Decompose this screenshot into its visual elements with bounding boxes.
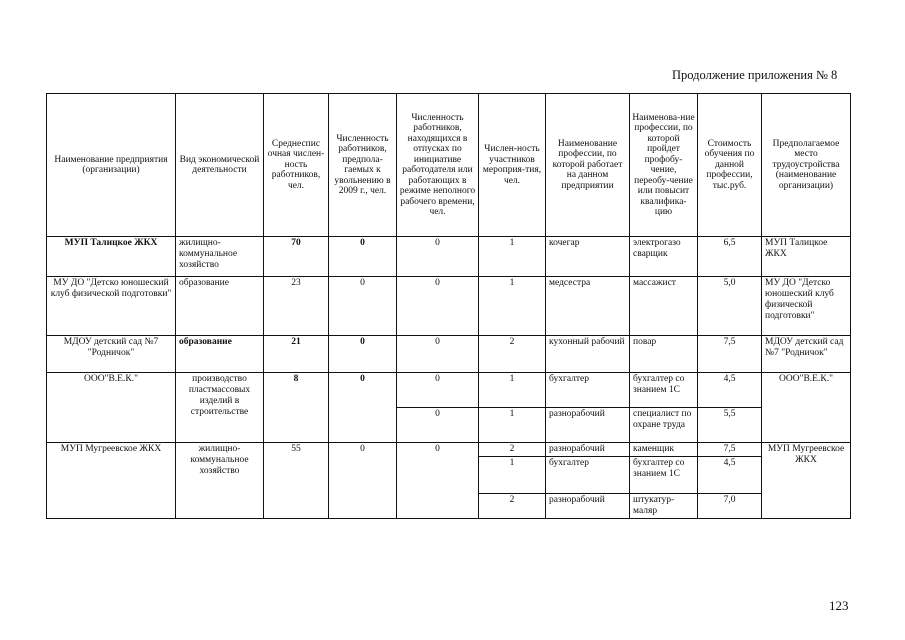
- employer-cell: МДОУ детский сад №7 "Родничок": [762, 336, 851, 373]
- table-row: [47, 373, 851, 408]
- participants-cell: 1: [479, 373, 546, 408]
- cost-cell: 5,0: [698, 277, 762, 336]
- employer-cell: МУП Талицкое ЖКХ: [762, 237, 851, 277]
- fired-cell: 0: [329, 336, 397, 373]
- participants-cell: 2: [479, 443, 546, 457]
- col-header-new-profession: Наименова-ние профессии, по которой пройдет профобу-чение, переобу-чение или повысит квалифика-цию: [630, 94, 698, 237]
- avg-cell: 21: [264, 336, 329, 373]
- new-profession-cell: электрогазо сварщик: [630, 237, 698, 277]
- employer-cell: МУ ДО "Детско юношеский клуб физической подготовки": [762, 277, 851, 336]
- cost-cell: 5,5: [698, 408, 762, 443]
- employment-table: [46, 93, 851, 519]
- table-row: [47, 237, 851, 277]
- profession-cell: кухонный рабочий: [546, 336, 630, 373]
- new-profession-cell: каменщик: [630, 443, 698, 457]
- col-header-participants: Числен-ность участников мероприя-тия, чел.: [479, 94, 546, 237]
- vacation-cell: 0: [397, 277, 479, 336]
- profession-cell: бухгалтер: [546, 457, 630, 494]
- vacation-cell: 0: [397, 408, 479, 443]
- participants-cell: 2: [479, 336, 546, 373]
- new-profession-cell: бухгалтер со знанием 1С: [630, 457, 698, 494]
- profession-cell: бухгалтер: [546, 373, 630, 408]
- participants-cell: 1: [479, 277, 546, 336]
- org-cell: МУП Мугреевское ЖКХ: [47, 443, 176, 519]
- activity-cell: образование: [176, 336, 264, 373]
- participants-cell: 1: [479, 408, 546, 443]
- new-profession-cell: специалист по охране труда: [630, 408, 698, 443]
- profession-cell: разнорабочий: [546, 494, 630, 519]
- table-row: [47, 443, 851, 457]
- avg-cell: 70: [264, 237, 329, 277]
- col-header-cost: Стоимость обучения по данной профессии, тыс.руб.: [698, 94, 762, 237]
- new-profession-cell: массажист: [630, 277, 698, 336]
- continuation-label: Продолжение приложения № 8: [672, 68, 838, 82]
- activity-cell: производство пластмассовых изделий в строительстве: [176, 373, 264, 443]
- fired-cell: 0: [329, 277, 397, 336]
- profession-cell: разнорабочий: [546, 443, 630, 457]
- vacation-cell: 0: [397, 336, 479, 373]
- table-row: [47, 277, 851, 336]
- participants-cell: 2: [479, 494, 546, 519]
- col-header-fired: Численность работников, предпола-гаемых к увольнению в 2009 г., чел.: [329, 94, 397, 237]
- org-cell: МУ ДО "Детско юношеский клуб физической подготовки": [47, 277, 176, 336]
- cost-cell: 7,5: [698, 336, 762, 373]
- cost-cell: 7,5: [698, 443, 762, 457]
- cost-cell: 6,5: [698, 237, 762, 277]
- activity-cell: жилищно-коммунальное хозяйство: [176, 237, 264, 277]
- activity-cell: жилищно-коммунальное хозяйство: [176, 443, 264, 519]
- avg-cell: 23: [264, 277, 329, 336]
- avg-cell: 55: [264, 443, 329, 519]
- cost-cell: 4,5: [698, 373, 762, 408]
- table-row: [47, 336, 851, 373]
- cost-cell: 4,5: [698, 457, 762, 494]
- avg-cell: 8: [264, 373, 329, 443]
- new-profession-cell: бухгалтер со знанием 1С: [630, 373, 698, 408]
- col-header-avg-staff: Среднеспис очная числен-ность работников, чел.: [264, 94, 329, 237]
- fired-cell: 0: [329, 373, 397, 443]
- org-cell: МУП Талицкое ЖКХ: [47, 237, 176, 277]
- org-cell: МДОУ детский сад №7 "Родничок": [47, 336, 176, 373]
- fired-cell: 0: [329, 443, 397, 519]
- participants-cell: 1: [479, 457, 546, 494]
- page-number: 123: [829, 598, 849, 613]
- col-header-activity: Вид экономической деятельности: [176, 94, 264, 237]
- org-cell: ООО"В.Е.К.": [47, 373, 176, 443]
- profession-cell: разнорабочий: [546, 408, 630, 443]
- vacation-cell: 0: [397, 443, 479, 519]
- new-profession-cell: повар: [630, 336, 698, 373]
- activity-cell: образование: [176, 277, 264, 336]
- employer-cell: МУП Мугреевское ЖКХ: [762, 443, 851, 519]
- header-row: [47, 94, 851, 237]
- fired-cell: 0: [329, 237, 397, 277]
- new-profession-cell: штукатур-маляр: [630, 494, 698, 519]
- vacation-cell: 0: [397, 373, 479, 408]
- col-header-org: Наименование предприятия (организации): [47, 94, 176, 237]
- profession-cell: кочегар: [546, 237, 630, 277]
- employer-cell: ООО"В.Е.К.": [762, 373, 851, 443]
- col-header-employer: Предполагаемое место трудоустройства (наименование организации): [762, 94, 851, 237]
- profession-cell: медсестра: [546, 277, 630, 336]
- col-header-profession: Наименование профессии, по которой работает на данном предприятии: [546, 94, 630, 237]
- col-header-vacation: Численность работников, находящихся в отпусках по инициативе работодателя или работающих в режиме неполного рабочего времени, чел.: [397, 94, 479, 237]
- cost-cell: 7,0: [698, 494, 762, 519]
- vacation-cell: 0: [397, 237, 479, 277]
- participants-cell: 1: [479, 237, 546, 277]
